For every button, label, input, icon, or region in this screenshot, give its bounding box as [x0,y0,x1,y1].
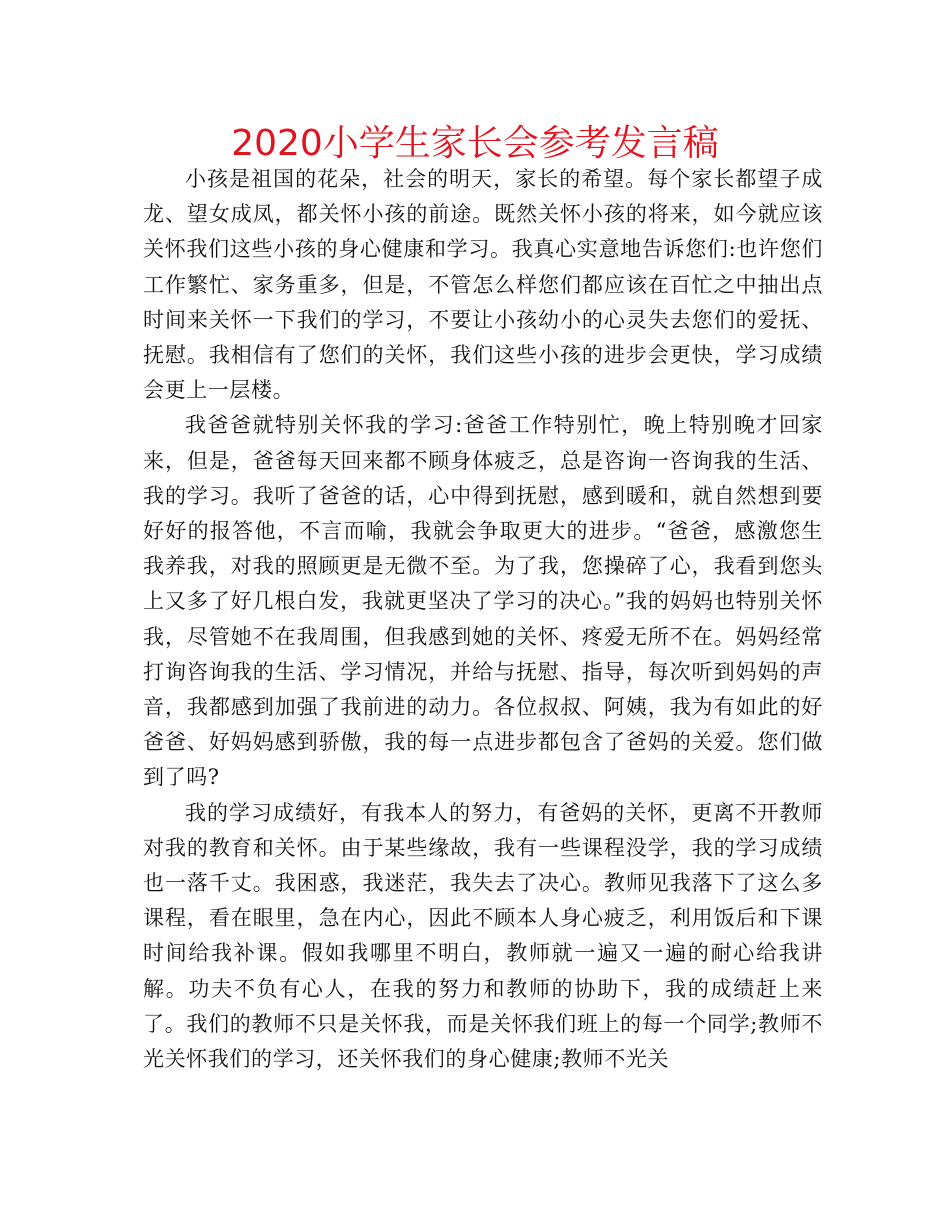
paragraph-1: 小孩是祖国的花朵，社会的明天，家长的希望。每个家长都望子成龙、望女成凤，都关怀小孩的前途。既然关怀小孩的将来，如今就应该关怀我们这些小孩的身心健康和学习。我真心实意地告诉您们:也许您们工作繁忙、家务重多，但是，不管怎么样您们都应该在百忙之中抽出点时间来关怀一下我们的学习，不要让小孩幼小的心灵失去您们的爱抚、抚慰。我相信有了您们的关怀，我们这些小孩的进步会更快，学习成绩会更上一层楼。 [143,167,823,403]
paragraph-2: 我爸爸就特别关怀我的学习:爸爸工作特别忙，晚上特别晚才回家来，但是，爸爸每天回来都不顾身体疲乏，总是咨询一咨询我的生活、我的学习。我听了爸爸的话，心中得到抚慰，感到暖和，就自然想到要好好的报答他，不言而喻，我就会争取更大的进步。“爸爸，感激您生我养我，对我的照顾更是无微不至。为了我，您操碎了心，我看到您头上又多了好几根白发，我就更坚决了学习的决心。”我的妈妈也特别关怀我，尽管她不在我周围，但我感到她的关怀、疼爱无所不在。妈妈经常打询咨询我的生活、学习情况，并给与抚慰、指导，每次听到妈妈的声音，我都感到加强了我前进的动力。各位叔叔、阿姨，我为有如此的好爸爸、好妈妈感到骄傲，我的每一点进步都包含了爸妈的关爱。您们做到了吗? [143,413,823,790]
document-body [143,162,823,1077]
document-title: 2020小学生家长会参考发言稿 [231,123,719,164]
paragraph-3: 我的学习成绩好，有我本人的努力，有爸妈的关怀，更离不开教师对我的教育和关怀。由于某些缘故，我有一些课程没学，我的学习成绩也一落千丈。我困惑，我迷茫，我失去了决心。教师见我落下了这么多课程，看在眼里，急在内心，因此不顾本人身心疲乏，利用饭后和下课时间给我补课。假如我哪里不明白，教师就一遍又一遍的耐心给我讲解。功夫不负有心人，在我的努力和教师的协助下，我的成绩赶上来了。我们的教师不只是关怀我，而是关怀我们班上的每一个同学;教师不光关怀我们的学习，还关怀我们的身心健康;教师不光关 [143,800,823,1072]
